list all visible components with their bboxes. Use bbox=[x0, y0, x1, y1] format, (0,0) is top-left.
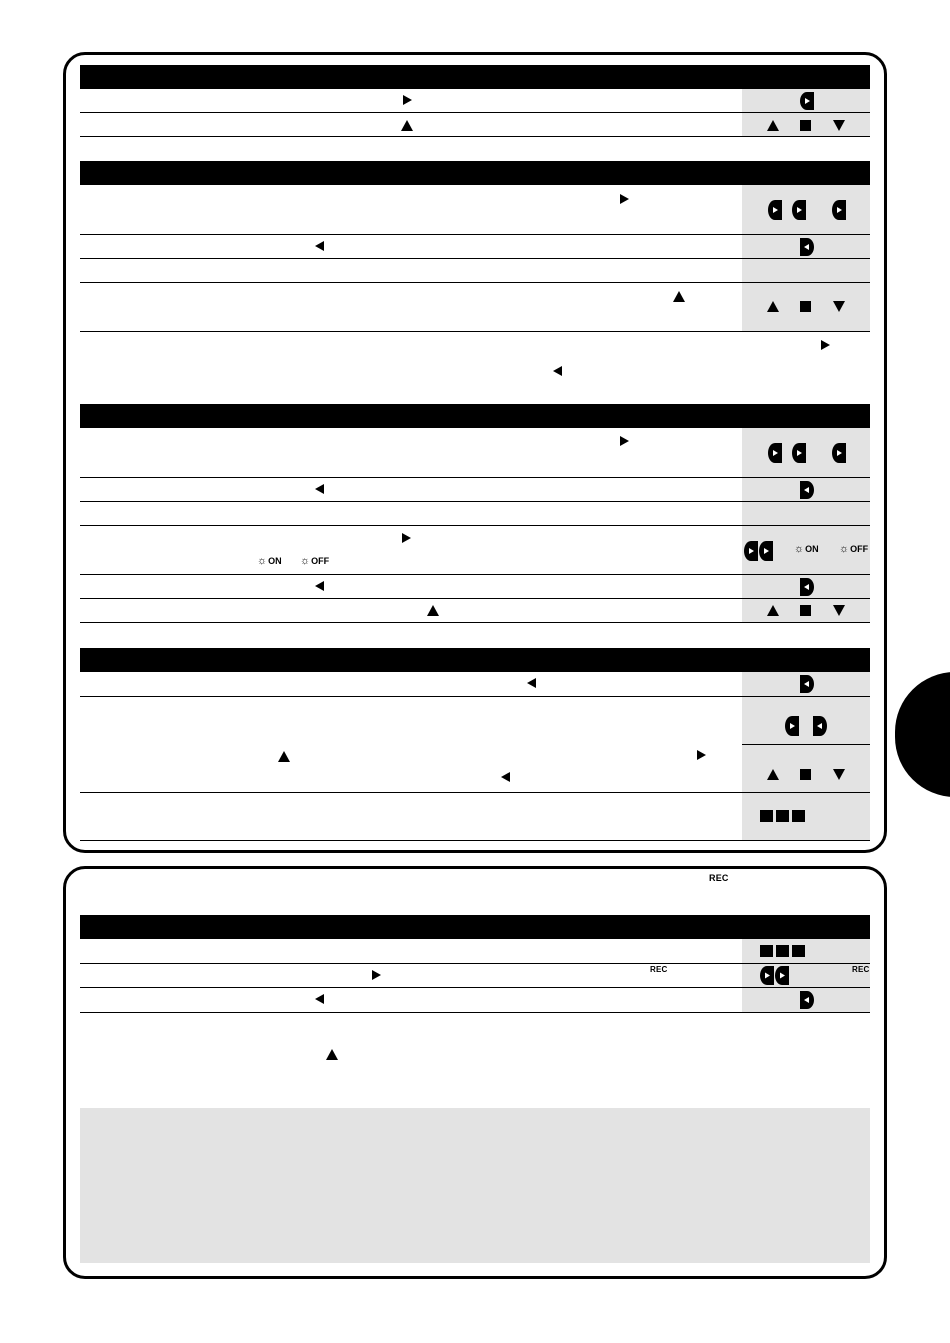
chapter-tab bbox=[895, 672, 950, 797]
remote-button-icon bbox=[800, 675, 814, 693]
section-header-5 bbox=[80, 915, 870, 939]
right-triangle-icon bbox=[403, 95, 412, 105]
stop-square-icon bbox=[760, 810, 773, 822]
down-triangle-icon bbox=[833, 769, 845, 780]
up-triangle-icon bbox=[427, 605, 439, 616]
remote-button-icon bbox=[775, 966, 789, 985]
down-triangle-icon bbox=[833, 605, 845, 616]
up-triangle-icon bbox=[278, 751, 290, 762]
table-row bbox=[80, 575, 870, 599]
key-cell bbox=[742, 502, 870, 525]
key-cell bbox=[742, 939, 870, 963]
left-triangle-icon bbox=[315, 581, 324, 591]
down-triangle-icon bbox=[833, 120, 845, 131]
stop-square-icon bbox=[792, 945, 805, 957]
stop-square-icon bbox=[760, 945, 773, 957]
section-header-3 bbox=[80, 404, 870, 428]
section-header-4 bbox=[80, 648, 870, 672]
key-cell bbox=[742, 964, 870, 987]
stop-square-icon bbox=[800, 769, 811, 780]
remote-button-icon bbox=[800, 481, 814, 499]
table-row bbox=[80, 672, 870, 697]
key-cell bbox=[742, 575, 870, 598]
remote-button-icon bbox=[768, 200, 782, 220]
rec-label: REC bbox=[852, 965, 870, 974]
table-row bbox=[80, 478, 870, 502]
up-triangle-icon bbox=[767, 301, 779, 312]
table-row bbox=[80, 283, 870, 332]
up-triangle-icon bbox=[401, 120, 413, 131]
right-triangle-icon bbox=[821, 340, 830, 350]
left-triangle-icon bbox=[315, 241, 324, 251]
remote-button-icon bbox=[800, 92, 814, 110]
table-row bbox=[80, 89, 870, 113]
section-header-1 bbox=[80, 65, 870, 89]
table-row bbox=[80, 526, 870, 575]
remote-button-icon bbox=[768, 443, 782, 463]
left-triangle-icon bbox=[553, 366, 562, 376]
right-triangle-icon bbox=[402, 533, 411, 543]
key-cell bbox=[742, 526, 870, 574]
key-cell bbox=[742, 113, 870, 136]
remote-button-icon bbox=[800, 238, 814, 256]
right-triangle-icon bbox=[620, 436, 629, 446]
key-cell bbox=[742, 697, 870, 792]
left-triangle-icon bbox=[527, 678, 536, 688]
key-cell bbox=[742, 259, 870, 282]
remote-button-icon bbox=[832, 443, 846, 463]
up-triangle-icon bbox=[767, 120, 779, 131]
section-header-2 bbox=[80, 161, 870, 185]
key-cell bbox=[742, 793, 870, 840]
table-row bbox=[80, 793, 870, 841]
left-triangle-icon bbox=[501, 772, 510, 782]
key-cell bbox=[742, 599, 870, 622]
stop-square-icon bbox=[776, 945, 789, 957]
up-triangle-icon bbox=[767, 769, 779, 780]
key-cell bbox=[742, 428, 870, 477]
up-triangle-icon bbox=[326, 1049, 338, 1060]
table-row bbox=[80, 113, 870, 137]
right-triangle-icon bbox=[697, 750, 706, 760]
rec-label: REC bbox=[650, 965, 668, 974]
table-row bbox=[80, 939, 870, 964]
key-cell bbox=[742, 185, 870, 234]
right-triangle-icon bbox=[372, 970, 381, 980]
key-cell bbox=[742, 672, 870, 696]
remote-button-icon bbox=[760, 966, 774, 985]
light-off-label: ☼OFF bbox=[300, 555, 330, 567]
down-triangle-icon bbox=[833, 301, 845, 312]
cell-divider bbox=[742, 744, 870, 745]
remote-button-icon bbox=[832, 200, 846, 220]
right-triangle-icon bbox=[620, 194, 629, 204]
remote-button-icon bbox=[813, 716, 827, 736]
remote-button-icon bbox=[800, 991, 814, 1009]
light-off-label: ☼OFF bbox=[839, 543, 869, 555]
key-cell bbox=[742, 988, 870, 1012]
table-row bbox=[80, 502, 870, 526]
remote-button-icon bbox=[759, 541, 773, 561]
light-on-label: ☼ON bbox=[257, 555, 282, 567]
key-cell bbox=[742, 235, 870, 258]
rec-label: REC bbox=[709, 873, 729, 883]
left-triangle-icon bbox=[315, 994, 324, 1004]
table-row bbox=[80, 428, 870, 478]
stop-square-icon bbox=[800, 605, 811, 616]
table-row bbox=[80, 697, 870, 793]
remote-button-icon bbox=[744, 541, 758, 561]
light-on-label: ☼ON bbox=[794, 543, 819, 555]
remote-button-icon bbox=[792, 200, 806, 220]
key-cell bbox=[742, 478, 870, 501]
key-cell bbox=[742, 89, 870, 112]
up-triangle-icon bbox=[673, 291, 685, 302]
stop-square-icon bbox=[792, 810, 805, 822]
remote-button-icon bbox=[785, 716, 799, 736]
key-cell bbox=[742, 283, 870, 331]
table-row bbox=[80, 988, 870, 1013]
table-row bbox=[80, 185, 870, 235]
table-row bbox=[80, 964, 870, 988]
table-row bbox=[80, 235, 870, 259]
left-triangle-icon bbox=[315, 484, 324, 494]
note-box bbox=[80, 1108, 870, 1263]
remote-button-icon bbox=[792, 443, 806, 463]
remote-button-icon bbox=[800, 578, 814, 596]
table-row bbox=[80, 599, 870, 623]
table-row bbox=[80, 259, 870, 283]
stop-square-icon bbox=[800, 301, 811, 312]
up-triangle-icon bbox=[767, 605, 779, 616]
stop-square-icon bbox=[776, 810, 789, 822]
stop-square-icon bbox=[800, 120, 811, 131]
